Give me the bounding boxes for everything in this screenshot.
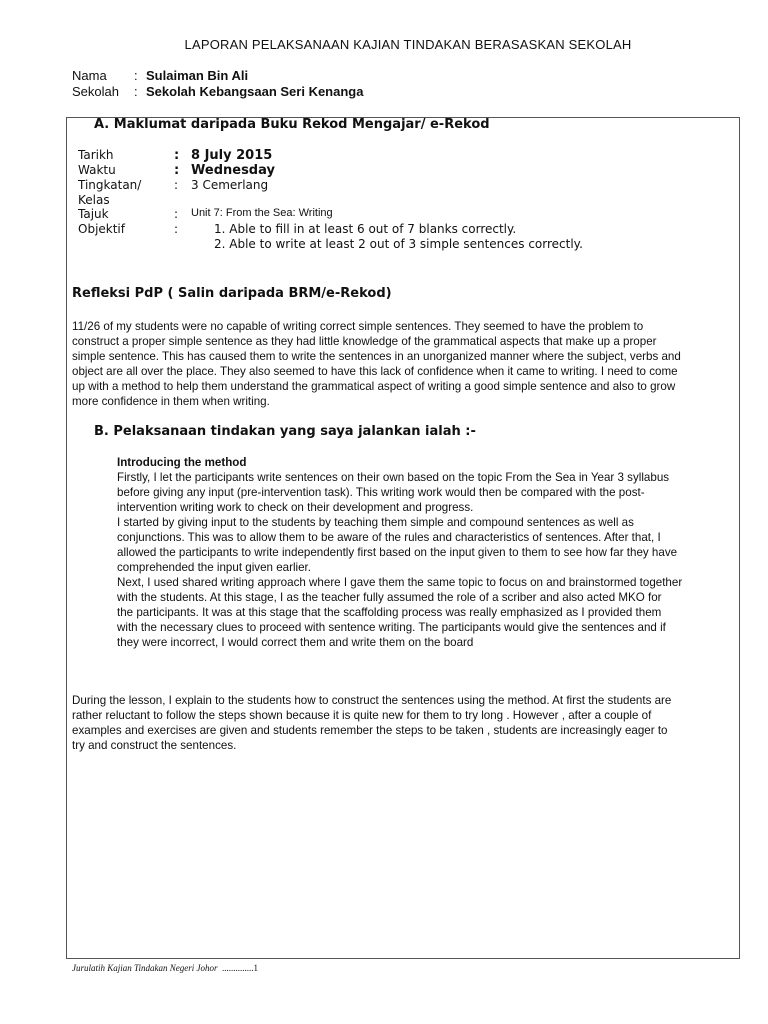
text-line: During the lesson, I explain to the students how to construct the sentences using the method. At first the students are bbox=[72, 694, 672, 707]
text-line: rather reluctant to follow the steps shown because it is quite new for them to try long . However , after a couple of bbox=[72, 709, 652, 722]
refleksi-heading: Refleksi PdP ( Salin daripada BRM/e-Rekod) bbox=[72, 286, 392, 301]
sekolah-label: Sekolah bbox=[72, 84, 119, 99]
waktu-colon: : bbox=[174, 163, 180, 178]
sekolah-row bbox=[72, 84, 363, 99]
tarikh-value: 8 July 2015 bbox=[191, 148, 273, 163]
tarikh-colon: : bbox=[174, 148, 180, 163]
objektif-colon: : bbox=[174, 222, 179, 236]
sekolah-value: Sekolah Kebangsaan Seri Kenanga bbox=[146, 84, 364, 99]
kelas-label: Kelas bbox=[78, 193, 110, 207]
page-footer bbox=[72, 963, 258, 973]
method-block bbox=[117, 455, 732, 650]
section-a-heading: A. Maklumat daripada Buku Rekod Mengajar/ e-Rekod bbox=[94, 117, 490, 132]
text-line: Next, I used shared writing approach where I gave them the same topic to focus on and brainstormed together bbox=[117, 576, 683, 589]
text-line: comprehended the input given earlier. bbox=[117, 561, 312, 574]
objective-1: 1. Able to fill in at least 6 out of 7 blanks correctly. bbox=[214, 222, 517, 236]
text-line: with the necessary clues to proceed with sentence writing. The participants would give the sentences and if bbox=[117, 621, 666, 634]
nama-label: Nama bbox=[72, 68, 107, 83]
text-line: construct a proper simple sentence as they had little knowledge of the grammatical aspects that make up a proper bbox=[72, 335, 657, 348]
section-b-heading: B. Pelaksanaan tindakan yang saya jalankan ialah :- bbox=[94, 424, 476, 439]
text-line: 11/26 of my students were no capable of writing correct simple sentences. They seemed to have the problem to bbox=[72, 320, 644, 333]
text-line: the participants. It was at this stage that the scaffolding process was really emphasized as I provided them bbox=[117, 606, 662, 619]
text-line: with the students. At this stage, I as the teacher fully assumed the role of a scriber and also acted MKO for bbox=[117, 591, 662, 604]
objektif-label: Objektif bbox=[78, 222, 125, 236]
text-line: try and construct the sentences. bbox=[72, 739, 237, 752]
text-line: they were incorrect, I would correct them and write them on the board bbox=[117, 636, 474, 649]
text-line: I started by giving input to the students by teaching them simple and compound sentences as well as bbox=[117, 516, 634, 529]
text-line: up with a method to help them understand the grammatical aspect of writing a good simple sentence and also to grow bbox=[72, 380, 676, 393]
nama-colon: : bbox=[134, 68, 138, 83]
text-line: object are all over the place. They also seemed to have this lack of confidence when it came to writing. I need to come bbox=[72, 365, 678, 378]
text-line: examples and exercises are given and students remember the steps to be taken , students are increasingly eager to bbox=[72, 724, 668, 737]
sekolah-colon: : bbox=[134, 84, 138, 99]
footer-text: Jurulatih Kajian Tindakan Negeri Johor bbox=[72, 963, 218, 973]
tingkatan-colon: : bbox=[174, 178, 179, 192]
text-line: before giving any input (pre-intervention task). This writing work would then be compared with the post- bbox=[117, 486, 645, 499]
waktu-label: Waktu bbox=[78, 163, 116, 177]
waktu-value: Wednesday bbox=[191, 163, 275, 178]
text-line: simple sentence. This has caused them to write the sentences in an unorganized manner where the subject, verbs and bbox=[72, 350, 681, 363]
method-subheading: Introducing the method bbox=[117, 456, 247, 469]
text-line: Firstly, I let the participants write sentences on their own based on the topic From the Sea in Year 3 syllabus bbox=[117, 471, 670, 484]
text-line: allowed the participants to write independently first based on the input given to them to see how far they have bbox=[117, 546, 678, 559]
tajuk-colon: : bbox=[174, 207, 179, 221]
text-line: conjunctions. This was to allow them to be aware of the rules and characteristics of sentences. After that, I bbox=[117, 531, 661, 544]
document-title: LAPORAN PELAKSANAAN KAJIAN TINDAKAN BERASASKAN SEKOLAH bbox=[184, 37, 632, 52]
text-line: intervention writing work to check on their development and progress. bbox=[117, 501, 474, 514]
tarikh-label: Tarikh bbox=[78, 148, 114, 162]
tingkatan-label: Tingkatan/ bbox=[78, 178, 142, 192]
tingkatan-value: 3 Cemerlang bbox=[191, 178, 269, 192]
closing-paragraph bbox=[72, 693, 671, 753]
refleksi-paragraph bbox=[72, 319, 681, 409]
text-line: more confidence in them when writing. bbox=[72, 395, 270, 408]
objective-2: 2. Able to write at least 2 out of 3 simple sentences correctly. bbox=[214, 237, 583, 251]
page-number: ..............1 bbox=[222, 963, 258, 973]
nama-value: Sulaiman Bin Ali bbox=[146, 68, 249, 83]
tajuk-value: Unit 7: From the Sea: Writing bbox=[191, 207, 333, 219]
nama-row bbox=[72, 68, 248, 83]
tajuk-label: Tajuk bbox=[78, 207, 109, 221]
